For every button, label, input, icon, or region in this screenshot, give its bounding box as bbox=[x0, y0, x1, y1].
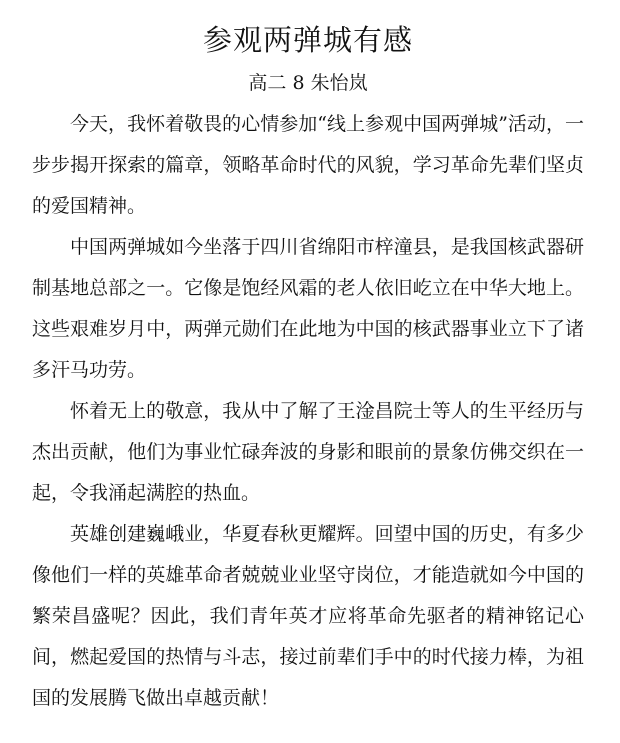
paragraph-3: 怀着无上的敬意，我从中了解了王淦昌院士等人的生平经历与杰出贡献，他们为事业忙碌奔波的身影和眼前的景象仿佛交织在一起，令我涌起满腔的热血。 bbox=[32, 400, 584, 504]
paragraph-1: 今天，我怀着敬畏的心情参加“线上参观中国两弹城”活动，一步步揭开探索的篇章，领略革命时代的风貌，学习革命先辈们坚贞的爱国精神。 bbox=[32, 113, 584, 217]
paragraph-4: 英雄创建巍峨业，华夏春秋更耀辉。回望中国的历史，有多少像他们一样的英雄革命者兢兢业业坚守岗位，才能造就如今中国的繁荣昌盛呢？因此，我们青年英才应将革命先驱者的精神铭记心间，燃起爱国的热情与斗志，接过前辈们手中的时代接力棒，为祖国的发展腾飞做出卓越贡献！ bbox=[32, 523, 584, 709]
author-line: 高二 8 朱怡岚 bbox=[248, 72, 368, 94]
essay-body bbox=[32, 104, 584, 719]
paragraph-2: 中国两弹城如今坐落于四川省绵阳市梓潼县，是我国核武器研制基地总部之一。它像是饱经风霜的老人依旧屹立在中华大地上。这些艰难岁月中，两弹元勋们在此地为中国的核武器事业立下了诸多汗马功劳。 bbox=[32, 236, 584, 381]
essay-title: 参观两弹城有感 bbox=[202, 23, 413, 57]
